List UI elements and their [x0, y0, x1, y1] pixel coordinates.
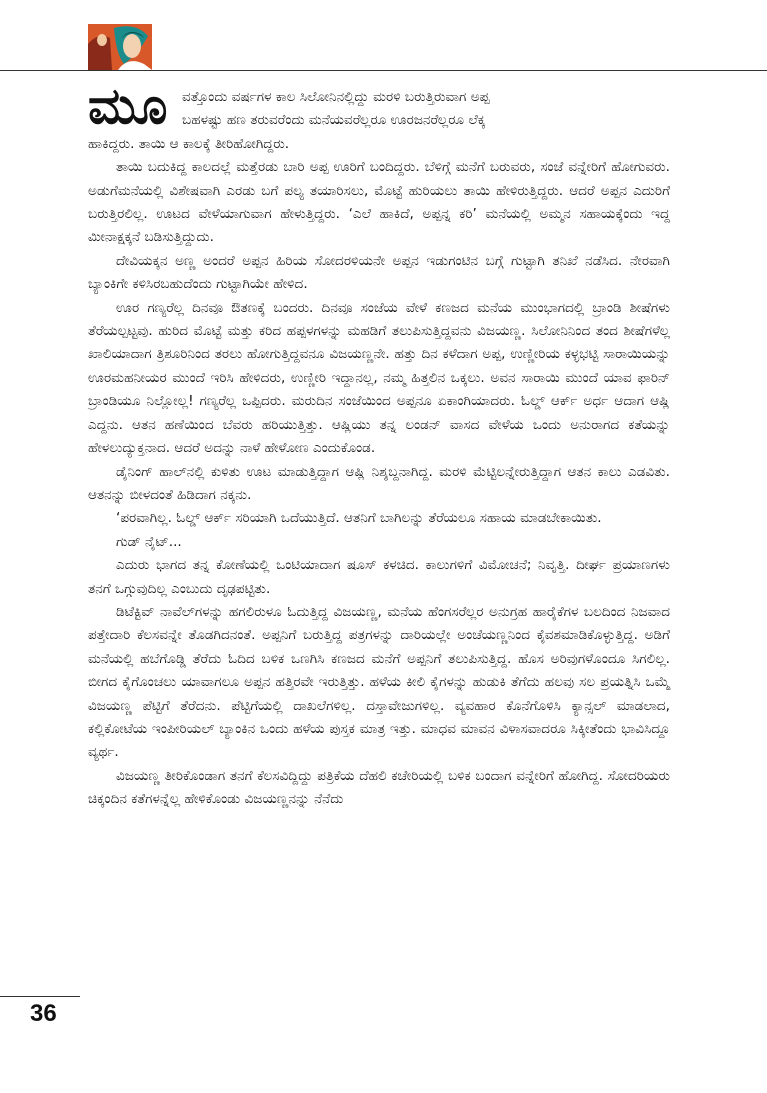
page-number: 36 — [30, 1000, 57, 1027]
magazine-logo-icon — [88, 24, 152, 70]
lead-rest: ಹಾಕಿದ್ದರು. ತಾಯಿ ಆ ಕಾಲಕ್ಕೆ ತೀರಿಹೋಗಿದ್ದರು. — [88, 135, 290, 152]
paragraph: ಊರ ಗಣ್ಯರೆಲ್ಲ ದಿನವೂ ಔತಣಕ್ಕೆ ಬಂದರು. ದಿನವೂ ಸಂಜೆಯ ವೇಳೆ ಕಣಜದ ಮನೆಯ ಮುಂಭಾಗದಲ್ಲಿ ಬ್ರಾಂಡಿ ಶೀಷೆಗಳು ತೆರೆಯಲ್ಪಟ್ಟವು. ಹುರಿದ ಮೊಟ್ಟೆ ಮತ್ತು ಕರಿದ ಹಪ್ಪಳಗಳನ್ನು ಮಹಡಿಗೆ ತಲುಪಿಸುತ್ತಿದ್ದವನು ವಿಜಯಣ್ಣ. ಸಿಲೋನಿನಿಂದ ತಂದ ಶೀಷೆಗಳೆಲ್ಲ ಖಾಲಿಯಾದಾಗ ತ್ರಿಶೂರಿನಿಂದ ತರಲು ಹೋಗುತ್ತಿದ್ದವನೂ ವಿಜಯಣ್ಣನೇ. ಹತ್ತು ದಿನ ಕಳೆದಾಗ ಅಪ್ಪ, ಉಣ್ಣೀರಿಯ ಕಳ್ಳಭಟ್ಟಿ ಸಾರಾಯಿಯನ್ನು ಊರಮಹನೀಯರ ಮುಂದೆ ಇರಿಸಿ ಹೇಳಿದರು, ಉಣ್ಣೀರಿ ಇದ್ದಾನಲ್ಲ, ನಮ್ಮ ಹಿತ್ತಲಿನ ಒಕ್ಕಲು. ಅವನ ಸಾರಾಯಿ ಮುಂದೆ ಯಾವ ಫಾರಿನ್ ಬ್ರಾಂಡಿಯೂ ನಿಲ್ಲೋಲ್ಲ! ಗಣ್ಯರೆಲ್ಲ ಒಪ್ಪಿದರು. ಮರುದಿನ ಸಂಜೆಯಿಂದ ಅಪ್ಪನೂ ಏಕಾಂಗಿಯಾದರು. ಓಲ್ಡ್ ಆರ್ಕ್ ಅರ್ಧ ಆದಾಗ ಆಷ್ಲಿ ಎದ್ದನು. ಆತನ ಹಣೆಯಿಂದ ಬೆವರು ಹರಿಯುತ್ತಿತ್ತು. ಆಷ್ಲಿಯು ತನ್ನ ಲಂಡನ್ ವಾಸದ ವೇಳೆಯ ಒಂದು ಅನುರಾಗದ ಕತೆಯನ್ನು ಹೇಳಲುದ್ಯುಕ್ತನಾದ. ಆದರೆ ಅದನ್ನು ನಾಳೆ ಹೇಳೋಣ ಎಂದುಕೊಂಡ. — [88, 299, 670, 457]
lead-paragraph — [88, 86, 670, 156]
article-body — [88, 86, 670, 812]
lead-line-1: ವತ್ತೊಂದು ವರ್ಷಗಳ ಕಾಲ ಸಿಲೋನಿನಲ್ಲಿದ್ದು ಮರಳಿ ಬರುತ್ತಿರುವಾಗ ಅಪ್ಪ — [182, 89, 490, 105]
paragraph: ತಾಯಿ ಬದುಕಿದ್ದ ಕಾಲದಲ್ಲೆ ಮತ್ತೆರಡು ಬಾರಿ ಅಪ್ಪ ಊರಿಗೆ ಬಂದಿದ್ದರು. ಬೆಳಿಗ್ಗೆ ಮನೆಗೆ ಬರುವರು, ಸಂಜೆ ವನ್ನೇರಿಗೆ ಹೋಗುವರು. ಅಡುಗೆಮನೆಯಲ್ಲಿ ವಿಶೇಷವಾಗಿ ಎರಡು ಬಗೆ ಪಲ್ಯ ತಯಾರಿಸಲು, ಮೊಟ್ಟೆ ಹುರಿಯಲು ತಾಯಿ ಹೇಳಿರುತ್ತಿದ್ದರು. ಆದರೆ ಅಪ್ಪನ ಎದುರಿಗೆ ಬರುತ್ತಿರಲಿಲ್ಲ. ಊಟದ ವೇಳೆಯಾಗುವಾಗ ಹೇಳುತ್ತಿದ್ದರು. ‘ಎಲೆ ಹಾಕಿದೆ, ಅಪ್ಪನ್ನ ಕರಿ’ ಮನೆಯಲ್ಲಿ ಅಮ್ಮನ ಸಹಾಯಕ್ಕೆಂದು ಇದ್ದ ಮೀನಾಕ್ಷಕ್ಕನೆ ಬಡಿಸುತ್ತಿದ್ದುದು. — [88, 159, 670, 246]
paragraph: ಎದುರು ಭಾಗದ ತನ್ನ ಕೋಣೆಯಲ್ಲಿ ಒಂಟಿಯಾದಾಗ ಷೂಸ್ ಕಳಚಿದ. ಕಾಲುಗಳಿಗೆ ವಿಮೋಚನೆ; ನಿವೃತ್ತಿ. ದೀರ್ಘ ಪ್ರಯಾಣಗಳು ತನಗೆ ಒಗ್ಗುವುದಿಲ್ಲ ಎಂಬುದು ದೃಢಪಟ್ಟಿತು. — [88, 557, 670, 597]
footer-rule — [0, 996, 80, 997]
header-rule — [0, 70, 767, 71]
paragraph: ಗುಡ್ ನೈಟ್... — [116, 533, 182, 550]
paragraph: ಡಿಟೆಕ್ಟಿವ್ ನಾವೆಲ್‌ಗಳನ್ನು ಹಗಲಿರುಳೂ ಓದುತ್ತಿದ್ದ ವಿಜಯಣ್ಣ, ಮನೆಯ ಹೆಂಗಸರೆಲ್ಲರ ಅನುಗ್ರಹ ಹಾರೈಕೆಗಳ ಬಲದಿಂದ ನಿಜವಾದ ಪತ್ತೇದಾರಿ ಕೆಲಸವನ್ನೇ ತೊಡಗಿದನಂತೆ. ಅಪ್ಪನಿಗೆ ಬರುತ್ತಿದ್ದ ಪತ್ರಗಳನ್ನು ದಾರಿಯಲ್ಲೇ ಅಂಚೆಯಣ್ಣನಿಂದ ಕೈವಶಮಾಡಿಕೊಳ್ಳುತ್ತಿದ್ದ. ಅಡಿಗೆ ಮನೆಯಲ್ಲಿ ಹಬೆಗೊಡ್ಡಿ ತೆರೆದು ಓದಿದ ಬಳಿಕ ಒಣಗಿಸಿ ಕಣಜದ ಮನೆಗೆ ಅಪ್ಪನಿಗೆ ತಲುಪಿಸುತ್ತಿದ್ದ. ಹೊಸ ಅರಿವುಗಳೊಂದೂ ಸಿಗಲಿಲ್ಲ. ಬೀಗದ ಕೈಗೊಂಚಲು ಯಾವಾಗಲೂ ಅಪ್ಪನ ಹತ್ತಿರವೇ ಇರುತ್ತಿತ್ತು. ಹಳೆಯ ಕೀಲಿ ಕೈಗಳನ್ನು ಹುಡುಕಿ ತೆಗೆದು ಹಲವು ಸಲ ಪ್ರಯತ್ನಿಸಿ ಒಮ್ಮೆ ವಿಜಯಣ್ಣ ಪೆಟ್ಟಿಗೆ ತೆರೆದನು. ಪೆಟ್ಟಿಗೆಯಲ್ಲಿ ದಾಖಲೆಗಳಿಲ್ಲ. ದಸ್ತಾವೇಜುಗಳಿಲ್ಲ. ವ್ಯವಹಾರ ಕೊನೆಗೊಳಿಸಿ ಕ್ಯಾನ್ಸಲ್ ಮಾಡಲಾದ, ಕಲ್ಲಿಕೋಟೆಯ ಇಂಪೀರಿಯಲ್ ಬ್ಯಾಂಕಿನ ಒಂದು ಹಳೆಯ ಪುಸ್ತಕ ಮಾತ್ರ ಇತ್ತು. ಮಾಧವ ಮಾವನ ವಿಳಾಸವಾದರೂ ಸಿಕ್ಕೀತೆಂದು ಭಾವಿಸಿದ್ದೂ ವ್ಯರ್ಥ. — [88, 603, 670, 761]
paragraph: ಡೈನಿಂಗ್ ಹಾಲ್‌ನಲ್ಲಿ ಕುಳಿತು ಊಟ ಮಾಡುತ್ತಿದ್ದಾಗ ಆಷ್ಲಿ ನಿಶ್ಶಬ್ದನಾಗಿದ್ದ. ಮರಳಿ ಮೆಟ್ಟಿಲನ್ನೇರುತ್ತಿದ್ದಾಗ ಆತನ ಕಾಲು ಎಡವಿತು. ಆತನನ್ನು ಬೀಳದಂತೆ ಹಿಡಿದಾಗ ನಕ್ಕನು. — [88, 463, 670, 503]
lead-line-2: ಬಹಳಷ್ಟು ಹಣ ತರುವರೆಂದು ಮನೆಯವರೆಲ್ಲರೂ ಊರಜನರೆಲ್ಲರೂ ಲೆಕ್ಕ — [182, 112, 486, 129]
drop-cap: ಮೂ — [88, 77, 166, 135]
paragraph: ವಿಜಯಣ್ಣ ತೀರಿಕೊಂಡಾಗ ತನಗೆ ಕೆಲಸವಿದ್ದಿದ್ದು ಪತ್ರಿಕೆಯ ದೆಹಲಿ ಕಚೇರಿಯಲ್ಲಿ ಬಳಿಕ ಬಂದಾಗ ವನ್ನೇರಿಗೆ ಹೋಗಿದ್ದ. ಸೋದರಿಯರು ಚಿಕ್ಕಂದಿನ ಕತೆಗಳನ್ನೆಲ್ಲ ಹೇಳಿಕೊಂಡು ವಿಜಯಣ್ಣನನ್ನು ನೆನೆದು — [88, 767, 670, 808]
paragraph: ದೇವಿಯಕ್ಕನ ಅಣ್ಣ ಅಂದರೆ ಅಪ್ಪನ ಹಿರಿಯ ಸೋದರಳಿಯನೇ ಅಪ್ಪನ ಇಡುಗಂಟಿನ ಬಗ್ಗೆ ಗುಟ್ಟಾಗಿ ತನಿಖೆ ನಡೆಸಿದ. ನೇರವಾಗಿ ಬ್ಯಾಂಕಿಗೇ ಕಳಿಸಿರಬಹುದೆಂದು ಗುಟ್ಟಾಗಿಯೇ ಹೇಳಿದ. — [88, 252, 670, 293]
paragraph: ‘ಪರವಾಗಿಲ್ಲ. ಓಲ್ಡ್ ಆರ್ಕ್ ಸರಿಯಾಗಿ ಒದೆಯುತ್ತಿದೆ. ಆತನಿಗೆ ಬಾಗಿಲನ್ನು ತೆರೆಯಲೂ ಸಹಾಯ ಮಾಡಬೇಕಾಯಿತು. — [116, 510, 602, 527]
